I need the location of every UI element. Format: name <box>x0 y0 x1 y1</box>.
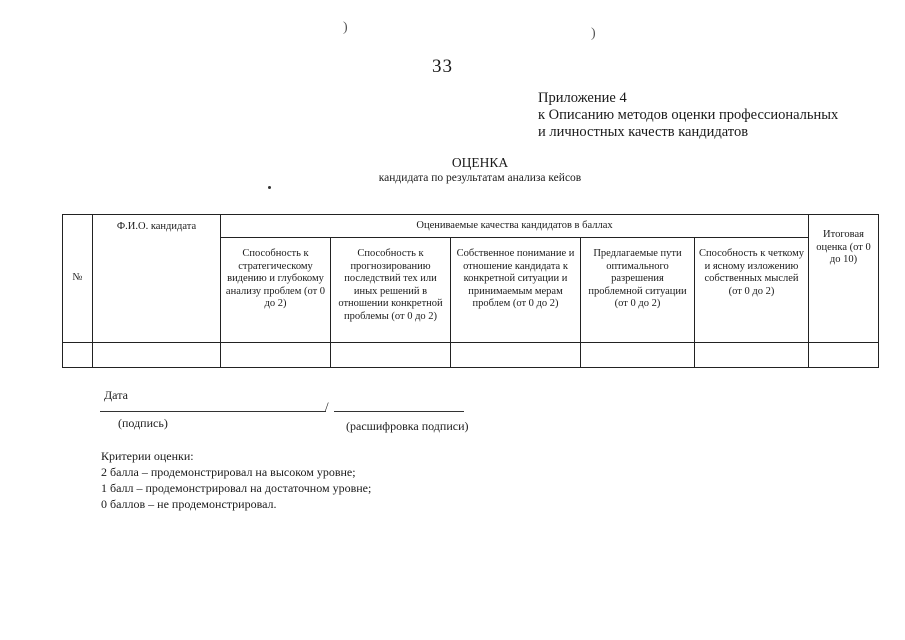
table-cell[interactable] <box>809 343 879 368</box>
table-row <box>63 343 879 368</box>
signature-decode-label: (расшифровка подписи) <box>346 419 469 433</box>
evaluation-table <box>62 214 879 368</box>
quality-header-own-understanding: Собственное понимание и отношение кандидата к конкретной ситуации и принимаемым мерам проблем (от 0 до 2) <box>451 238 581 343</box>
table-cell[interactable] <box>695 343 809 368</box>
quality-header-clear-expression: Способность к четкому и ясному изложению собственных мыслей (от 0 до 2) <box>695 238 809 343</box>
document-title: ОЦЕНКА <box>451 155 509 170</box>
col-group-header: Оцениваемые качества кандидатов в баллах <box>221 215 809 238</box>
signature-label: (подпись) <box>118 416 168 430</box>
appendix-header <box>538 90 838 141</box>
scan-mark-right: ) <box>591 26 596 41</box>
date-label: Дата <box>104 388 128 402</box>
table-cell[interactable] <box>331 343 451 368</box>
page-number: 33 <box>432 56 453 77</box>
table-cell[interactable] <box>63 343 93 368</box>
signature-line[interactable] <box>100 411 326 412</box>
criteria-item: 1 балл – продемонстрировал на достаточном уровне; <box>101 481 372 495</box>
signature-decode-line[interactable] <box>334 411 464 412</box>
col-name-header: Ф.И.О. кандидата <box>93 215 221 343</box>
scan-speck <box>268 186 271 189</box>
criteria-heading: Критерии оценки: <box>101 449 194 463</box>
criteria-block <box>101 448 371 512</box>
quality-header-forecasting: Способность к прогнозированию последствий тех или иных решений в отношении конкретной проблемы (от 0 до 2) <box>331 238 451 343</box>
criteria-item: 0 баллов – не продемонстрировал. <box>101 497 277 511</box>
col-total-header: Итоговая оценка (от 0 до 10) <box>809 215 879 343</box>
signature-separator: / <box>325 399 329 414</box>
table-cell[interactable] <box>581 343 695 368</box>
table-cell[interactable] <box>93 343 221 368</box>
table-cell[interactable] <box>451 343 581 368</box>
appendix-line-1: Приложение 4 <box>538 90 627 106</box>
document-subtitle: кандидата по результатам анализа кейсов <box>378 172 582 184</box>
appendix-line-3: и личностных качеств кандидатов <box>538 124 749 140</box>
scan-mark-left: ) <box>343 20 348 35</box>
col-number-header: № <box>63 215 93 343</box>
quality-header-strategic-vision: Способность к стратегическому видению и глубокому анализу проблем (от 0 до 2) <box>221 238 331 343</box>
criteria-item: 2 балла – продемонстрировал на высоком уровне; <box>101 465 356 479</box>
quality-header-resolution-paths: Предлагаемые пути оптимального разрешения проблемной ситуации (от 0 до 2) <box>581 238 695 343</box>
table-cell[interactable] <box>221 343 331 368</box>
appendix-line-2: к Описанию методов оценки профессиональных <box>538 107 839 123</box>
